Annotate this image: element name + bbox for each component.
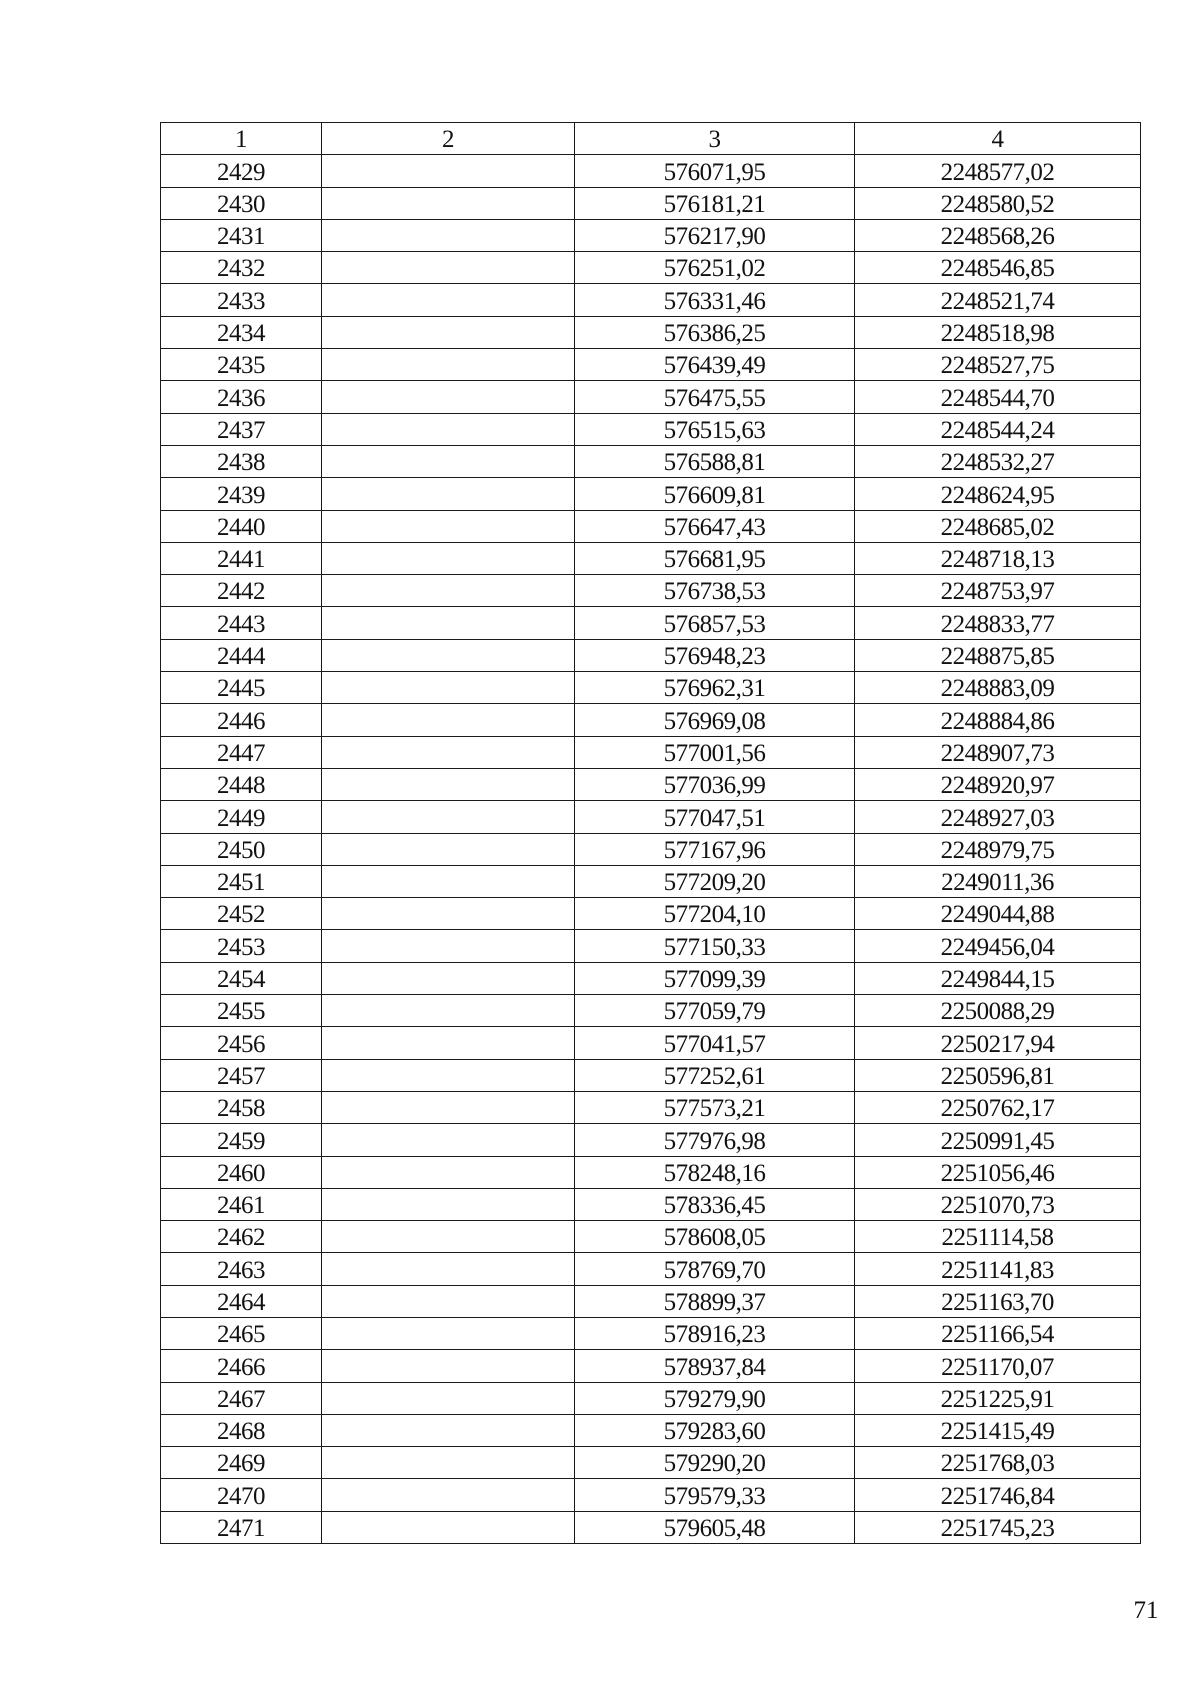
y-coordinate-cell: 2248544,70 [855, 381, 1141, 413]
empty-cell [322, 672, 575, 704]
table-row [161, 542, 1141, 574]
point-number-cell: 2461 [161, 1188, 322, 1220]
y-coordinate-cell: 2251163,70 [855, 1285, 1141, 1317]
y-coordinate-cell: 2248546,85 [855, 252, 1141, 284]
point-number-cell: 2465 [161, 1317, 322, 1349]
table-row [161, 187, 1141, 219]
y-coordinate-cell: 2248884,86 [855, 704, 1141, 736]
x-coordinate-cell: 576515,63 [575, 413, 855, 445]
empty-cell [322, 801, 575, 833]
x-coordinate-cell: 576647,43 [575, 510, 855, 542]
y-coordinate-cell: 2251114,58 [855, 1221, 1141, 1253]
empty-cell [322, 1285, 575, 1317]
point-number-cell: 2451 [161, 865, 322, 897]
point-number-cell: 2442 [161, 575, 322, 607]
empty-cell [322, 833, 575, 865]
table-row [161, 704, 1141, 736]
y-coordinate-cell: 2248518,98 [855, 316, 1141, 348]
x-coordinate-cell: 576217,90 [575, 219, 855, 251]
empty-cell [322, 1511, 575, 1543]
y-coordinate-cell: 2248875,85 [855, 639, 1141, 671]
empty-cell [322, 736, 575, 768]
y-coordinate-cell: 2251745,23 [855, 1511, 1141, 1543]
empty-cell [322, 284, 575, 316]
y-coordinate-cell: 2251768,03 [855, 1447, 1141, 1479]
x-coordinate-cell: 576071,95 [575, 155, 855, 187]
point-number-cell: 2470 [161, 1479, 322, 1511]
y-coordinate-cell: 2249844,15 [855, 962, 1141, 994]
point-number-cell: 2443 [161, 607, 322, 639]
page-number: 71 [1133, 1597, 1159, 1624]
table-row [161, 1091, 1141, 1123]
empty-cell [322, 1124, 575, 1156]
y-coordinate-cell: 2249044,88 [855, 898, 1141, 930]
table-row [161, 995, 1141, 1027]
table-row [161, 316, 1141, 348]
empty-cell [322, 575, 575, 607]
y-coordinate-cell: 2251070,73 [855, 1188, 1141, 1220]
y-coordinate-cell: 2250991,45 [855, 1124, 1141, 1156]
y-coordinate-cell: 2251166,54 [855, 1317, 1141, 1349]
x-coordinate-cell: 576475,55 [575, 381, 855, 413]
table-row [161, 1317, 1141, 1349]
table-row [161, 1447, 1141, 1479]
table-row [161, 898, 1141, 930]
point-number-cell: 2462 [161, 1221, 322, 1253]
y-coordinate-cell: 2248624,95 [855, 478, 1141, 510]
empty-cell [322, 930, 575, 962]
point-number-cell: 2435 [161, 349, 322, 381]
y-coordinate-cell: 2248521,74 [855, 284, 1141, 316]
x-coordinate-cell: 577099,39 [575, 962, 855, 994]
y-coordinate-cell: 2250762,17 [855, 1091, 1141, 1123]
table-row [161, 219, 1141, 251]
y-coordinate-cell: 2248580,52 [855, 187, 1141, 219]
x-coordinate-cell: 576331,46 [575, 284, 855, 316]
empty-cell [322, 1156, 575, 1188]
table-row [161, 1285, 1141, 1317]
empty-cell [322, 349, 575, 381]
empty-cell [322, 187, 575, 219]
empty-cell [322, 445, 575, 477]
point-number-cell: 2457 [161, 1059, 322, 1091]
y-coordinate-cell: 2251746,84 [855, 1479, 1141, 1511]
empty-cell [322, 1414, 575, 1446]
point-number-cell: 2444 [161, 639, 322, 671]
empty-cell [322, 1382, 575, 1414]
y-coordinate-cell: 2251056,46 [855, 1156, 1141, 1188]
x-coordinate-cell: 576962,31 [575, 672, 855, 704]
point-number-cell: 2466 [161, 1350, 322, 1382]
empty-cell [322, 1350, 575, 1382]
y-coordinate-cell: 2248532,27 [855, 445, 1141, 477]
empty-cell [322, 639, 575, 671]
y-coordinate-cell: 2248568,26 [855, 219, 1141, 251]
point-number-cell: 2446 [161, 704, 322, 736]
point-number-cell: 2458 [161, 1091, 322, 1123]
coordinates-table [160, 122, 1141, 1544]
point-number-cell: 2433 [161, 284, 322, 316]
x-coordinate-cell: 576588,81 [575, 445, 855, 477]
point-number-cell: 2430 [161, 187, 322, 219]
x-coordinate-cell: 577167,96 [575, 833, 855, 865]
table-row [161, 1221, 1141, 1253]
table-header [161, 123, 1141, 155]
table-row [161, 575, 1141, 607]
x-coordinate-cell: 576386,25 [575, 316, 855, 348]
table-body [161, 155, 1141, 1544]
table-row [161, 736, 1141, 768]
table-row [161, 1382, 1141, 1414]
x-coordinate-cell: 576439,49 [575, 349, 855, 381]
header-row [161, 123, 1141, 155]
table-row [161, 284, 1141, 316]
table-row [161, 833, 1141, 865]
point-number-cell: 2454 [161, 962, 322, 994]
table-row [161, 1511, 1141, 1543]
empty-cell [322, 316, 575, 348]
x-coordinate-cell: 577252,61 [575, 1059, 855, 1091]
empty-cell [322, 898, 575, 930]
empty-cell [322, 1059, 575, 1091]
y-coordinate-cell: 2248883,09 [855, 672, 1141, 704]
table-row [161, 801, 1141, 833]
empty-cell [322, 704, 575, 736]
x-coordinate-cell: 578769,70 [575, 1253, 855, 1285]
table-row [161, 252, 1141, 284]
empty-cell [322, 413, 575, 445]
x-coordinate-cell: 576181,21 [575, 187, 855, 219]
empty-cell [322, 865, 575, 897]
empty-cell [322, 1091, 575, 1123]
point-number-cell: 2468 [161, 1414, 322, 1446]
point-number-cell: 2440 [161, 510, 322, 542]
x-coordinate-cell: 576738,53 [575, 575, 855, 607]
empty-cell [322, 962, 575, 994]
table-row [161, 1124, 1141, 1156]
y-coordinate-cell: 2248577,02 [855, 155, 1141, 187]
x-coordinate-cell: 577036,99 [575, 768, 855, 800]
table-row [161, 607, 1141, 639]
y-coordinate-cell: 2248544,24 [855, 413, 1141, 445]
table-row [161, 510, 1141, 542]
empty-cell [322, 1188, 575, 1220]
point-number-cell: 2432 [161, 252, 322, 284]
empty-cell [322, 1479, 575, 1511]
column-header-2: 2 [322, 123, 575, 155]
x-coordinate-cell: 577059,79 [575, 995, 855, 1027]
x-coordinate-cell: 577001,56 [575, 736, 855, 768]
point-number-cell: 2438 [161, 445, 322, 477]
point-number-cell: 2456 [161, 1027, 322, 1059]
table-row [161, 1027, 1141, 1059]
y-coordinate-cell: 2248920,97 [855, 768, 1141, 800]
y-coordinate-cell: 2248718,13 [855, 542, 1141, 574]
point-number-cell: 2445 [161, 672, 322, 704]
y-coordinate-cell: 2251415,49 [855, 1414, 1141, 1446]
point-number-cell: 2471 [161, 1511, 322, 1543]
y-coordinate-cell: 2248927,03 [855, 801, 1141, 833]
x-coordinate-cell: 576251,02 [575, 252, 855, 284]
y-coordinate-cell: 2249011,36 [855, 865, 1141, 897]
point-number-cell: 2452 [161, 898, 322, 930]
empty-cell [322, 510, 575, 542]
empty-cell [322, 542, 575, 574]
point-number-cell: 2437 [161, 413, 322, 445]
x-coordinate-cell: 577573,21 [575, 1091, 855, 1123]
y-coordinate-cell: 2249456,04 [855, 930, 1141, 962]
x-coordinate-cell: 578336,45 [575, 1188, 855, 1220]
x-coordinate-cell: 578916,23 [575, 1317, 855, 1349]
y-coordinate-cell: 2248833,77 [855, 607, 1141, 639]
x-coordinate-cell: 577041,57 [575, 1027, 855, 1059]
y-coordinate-cell: 2248979,75 [855, 833, 1141, 865]
table-row [161, 381, 1141, 413]
table-row [161, 445, 1141, 477]
x-coordinate-cell: 576857,53 [575, 607, 855, 639]
table-row [161, 1059, 1141, 1091]
x-coordinate-cell: 577150,33 [575, 930, 855, 962]
point-number-cell: 2436 [161, 381, 322, 413]
y-coordinate-cell: 2251141,83 [855, 1253, 1141, 1285]
x-coordinate-cell: 576969,08 [575, 704, 855, 736]
x-coordinate-cell: 579279,90 [575, 1382, 855, 1414]
y-coordinate-cell: 2251225,91 [855, 1382, 1141, 1414]
point-number-cell: 2464 [161, 1285, 322, 1317]
point-number-cell: 2429 [161, 155, 322, 187]
x-coordinate-cell: 576681,95 [575, 542, 855, 574]
empty-cell [322, 1317, 575, 1349]
x-coordinate-cell: 578899,37 [575, 1285, 855, 1317]
table-row [161, 1479, 1141, 1511]
table-row [161, 349, 1141, 381]
x-coordinate-cell: 577204,10 [575, 898, 855, 930]
y-coordinate-cell: 2251170,07 [855, 1350, 1141, 1382]
table-row [161, 930, 1141, 962]
empty-cell [322, 381, 575, 413]
y-coordinate-cell: 2248527,75 [855, 349, 1141, 381]
empty-cell [322, 155, 575, 187]
table-row [161, 672, 1141, 704]
table-row [161, 1350, 1141, 1382]
empty-cell [322, 219, 575, 251]
point-number-cell: 2469 [161, 1447, 322, 1479]
point-number-cell: 2455 [161, 995, 322, 1027]
column-header-1: 1 [161, 123, 322, 155]
empty-cell [322, 1027, 575, 1059]
point-number-cell: 2459 [161, 1124, 322, 1156]
x-coordinate-cell: 579605,48 [575, 1511, 855, 1543]
table-row [161, 1188, 1141, 1220]
x-coordinate-cell: 579283,60 [575, 1414, 855, 1446]
table-row [161, 768, 1141, 800]
point-number-cell: 2431 [161, 219, 322, 251]
column-header-3: 3 [575, 123, 855, 155]
point-number-cell: 2434 [161, 316, 322, 348]
point-number-cell: 2450 [161, 833, 322, 865]
table-row [161, 1414, 1141, 1446]
y-coordinate-cell: 2250088,29 [855, 995, 1141, 1027]
x-coordinate-cell: 577047,51 [575, 801, 855, 833]
table-row [161, 865, 1141, 897]
y-coordinate-cell: 2250596,81 [855, 1059, 1141, 1091]
empty-cell [322, 1253, 575, 1285]
table-row [161, 1253, 1141, 1285]
empty-cell [322, 768, 575, 800]
y-coordinate-cell: 2248907,73 [855, 736, 1141, 768]
point-number-cell: 2463 [161, 1253, 322, 1285]
empty-cell [322, 995, 575, 1027]
point-number-cell: 2448 [161, 768, 322, 800]
x-coordinate-cell: 577976,98 [575, 1124, 855, 1156]
point-number-cell: 2439 [161, 478, 322, 510]
x-coordinate-cell: 576948,23 [575, 639, 855, 671]
x-coordinate-cell: 579290,20 [575, 1447, 855, 1479]
point-number-cell: 2467 [161, 1382, 322, 1414]
column-header-4: 4 [855, 123, 1141, 155]
point-number-cell: 2460 [161, 1156, 322, 1188]
empty-cell [322, 1221, 575, 1253]
empty-cell [322, 478, 575, 510]
table-row [161, 962, 1141, 994]
empty-cell [322, 252, 575, 284]
point-number-cell: 2449 [161, 801, 322, 833]
x-coordinate-cell: 578608,05 [575, 1221, 855, 1253]
point-number-cell: 2447 [161, 736, 322, 768]
y-coordinate-cell: 2250217,94 [855, 1027, 1141, 1059]
table-row [161, 1156, 1141, 1188]
x-coordinate-cell: 577209,20 [575, 865, 855, 897]
table-row [161, 155, 1141, 187]
y-coordinate-cell: 2248753,97 [855, 575, 1141, 607]
empty-cell [322, 607, 575, 639]
point-number-cell: 2441 [161, 542, 322, 574]
point-number-cell: 2453 [161, 930, 322, 962]
empty-cell [322, 1447, 575, 1479]
table-row [161, 478, 1141, 510]
y-coordinate-cell: 2248685,02 [855, 510, 1141, 542]
x-coordinate-cell: 578937,84 [575, 1350, 855, 1382]
x-coordinate-cell: 576609,81 [575, 478, 855, 510]
x-coordinate-cell: 578248,16 [575, 1156, 855, 1188]
table-row [161, 413, 1141, 445]
table-row [161, 639, 1141, 671]
x-coordinate-cell: 579579,33 [575, 1479, 855, 1511]
